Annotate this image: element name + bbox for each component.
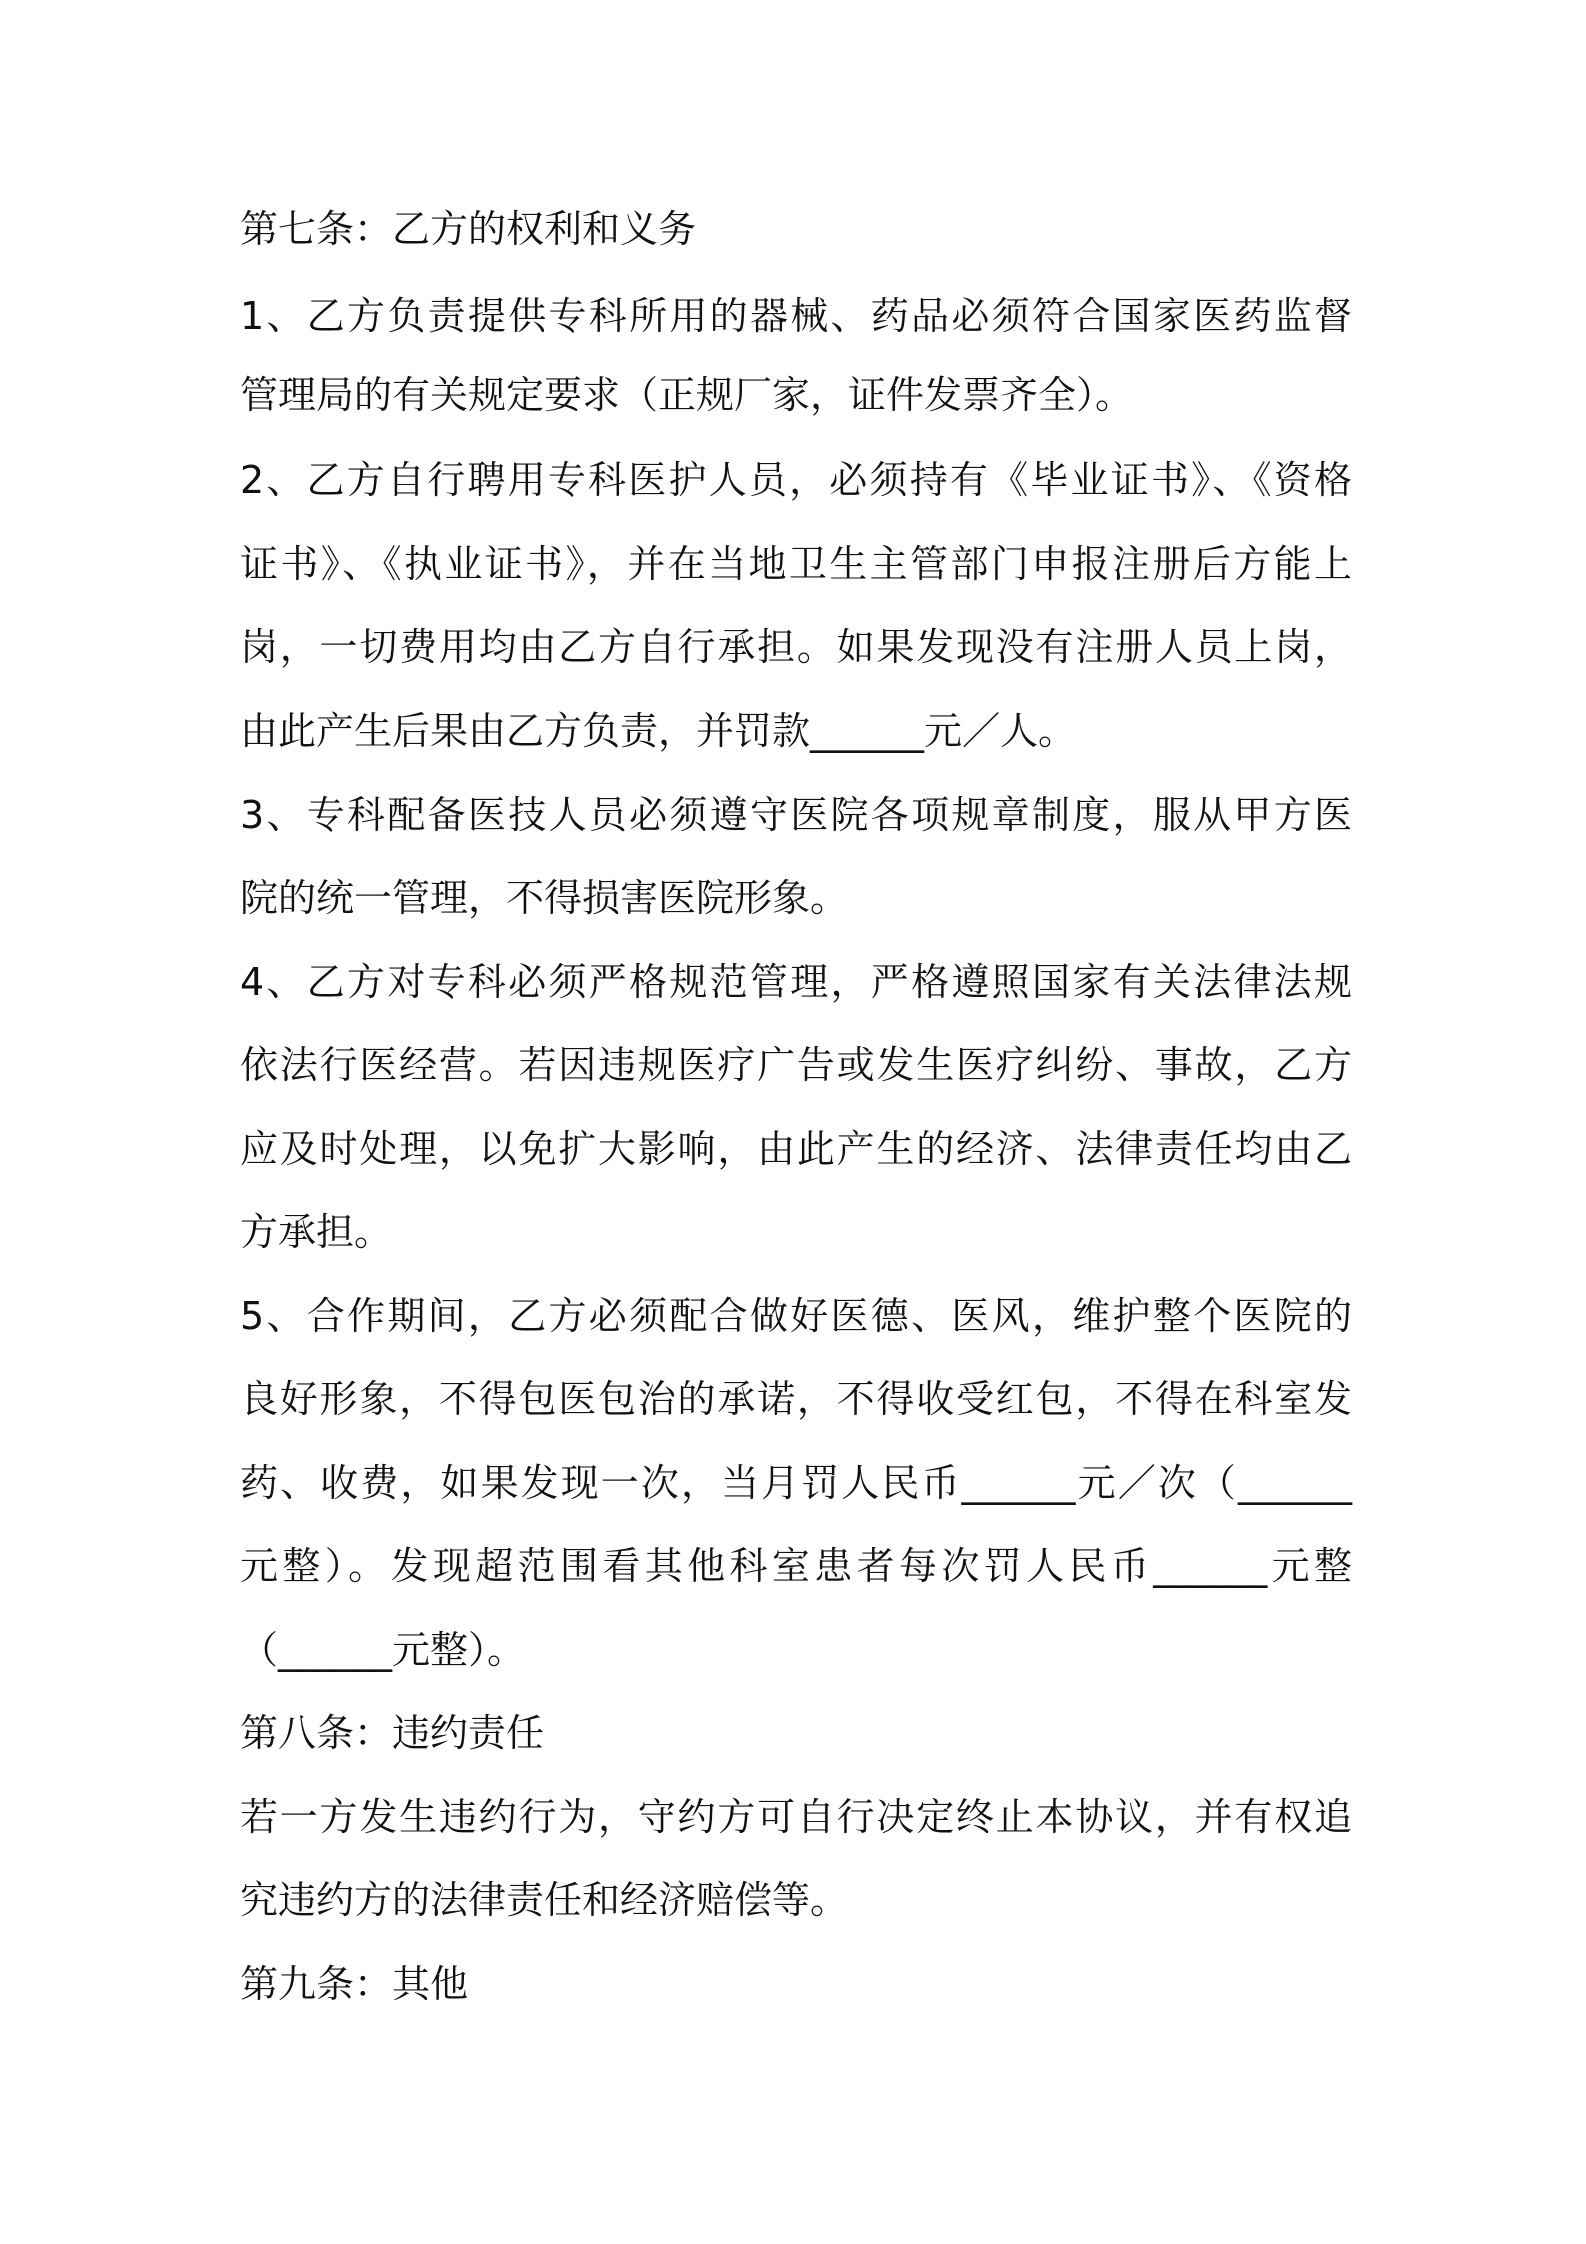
article7-item4-line4: 方承担。 — [240, 1210, 393, 1254]
article7-item1-line1: 1、乙方负责提供专科所用的器械、药品必须符合国家医药监督 — [240, 294, 1352, 338]
article7-item4-line1: 4、乙方对专科必须严格规范管理，严格遵照国家有关法律法规 — [240, 960, 1352, 1004]
article7-item2-line1: 2、乙方自行聘用专科医护人员，必须持有《毕业证书》、《资格 — [240, 458, 1352, 502]
article7-item2-line2: 证书》、《执业证书》，并在当地卫生主管部门申报注册后方能上 — [240, 542, 1352, 586]
article7-item4-line2: 依法行医经营。若因违规医疗广告或发生医疗纠纷、事故，乙方 — [240, 1043, 1352, 1087]
article7-item2-line4: 由此产生后果由乙方负责，并罚款______元／人。 — [240, 709, 1077, 753]
article7-item4-line3: 应及时处理，以免扩大影响，由此产生的经济、法律责任均由乙 — [240, 1127, 1352, 1171]
article7-item1-line2: 管理局的有关规定要求（正规厂家，证件发票齐全）。 — [240, 373, 1134, 417]
article8-line1: 若一方发生违约行为，守约方可自行决定终止本协议，并有权追 — [240, 1795, 1352, 1839]
article7-item5-line3: 药、收费，如果发现一次，当月罚人民币______元／次（______ — [240, 1461, 1352, 1505]
article8-line2: 究违约方的法律责任和经济赔偿等。 — [240, 1878, 849, 1922]
document-page — [240, 0, 1360, 2244]
article7-item5-line2: 良好形象，不得包医包治的承诺，不得收受红包，不得在科室发 — [240, 1377, 1352, 1421]
article7-item5-line5: （______元整）。 — [240, 1628, 526, 1672]
article9-heading: 第九条：其他 — [240, 1962, 469, 2006]
article7-heading: 第七条：乙方的权利和义务 — [240, 207, 697, 251]
article8-heading: 第八条：违约责任 — [240, 1711, 545, 1755]
article7-item5-line1: 5、合作期间，乙方必须配合做好医德、医风，维护整个医院的 — [240, 1294, 1352, 1338]
article7-item2-line3: 岗，一切费用均由乙方自行承担。如果发现没有注册人员上岗， — [240, 625, 1352, 669]
article7-item3-line2: 院的统一管理，不得损害医院形象。 — [240, 876, 849, 920]
article7-item3-line1: 3、专科配备医技人员必须遵守医院各项规章制度，服从甲方医 — [240, 793, 1352, 837]
article7-item5-line4: 元整）。发现超范围看其他科室患者每次罚人民币______元整 — [240, 1544, 1352, 1588]
